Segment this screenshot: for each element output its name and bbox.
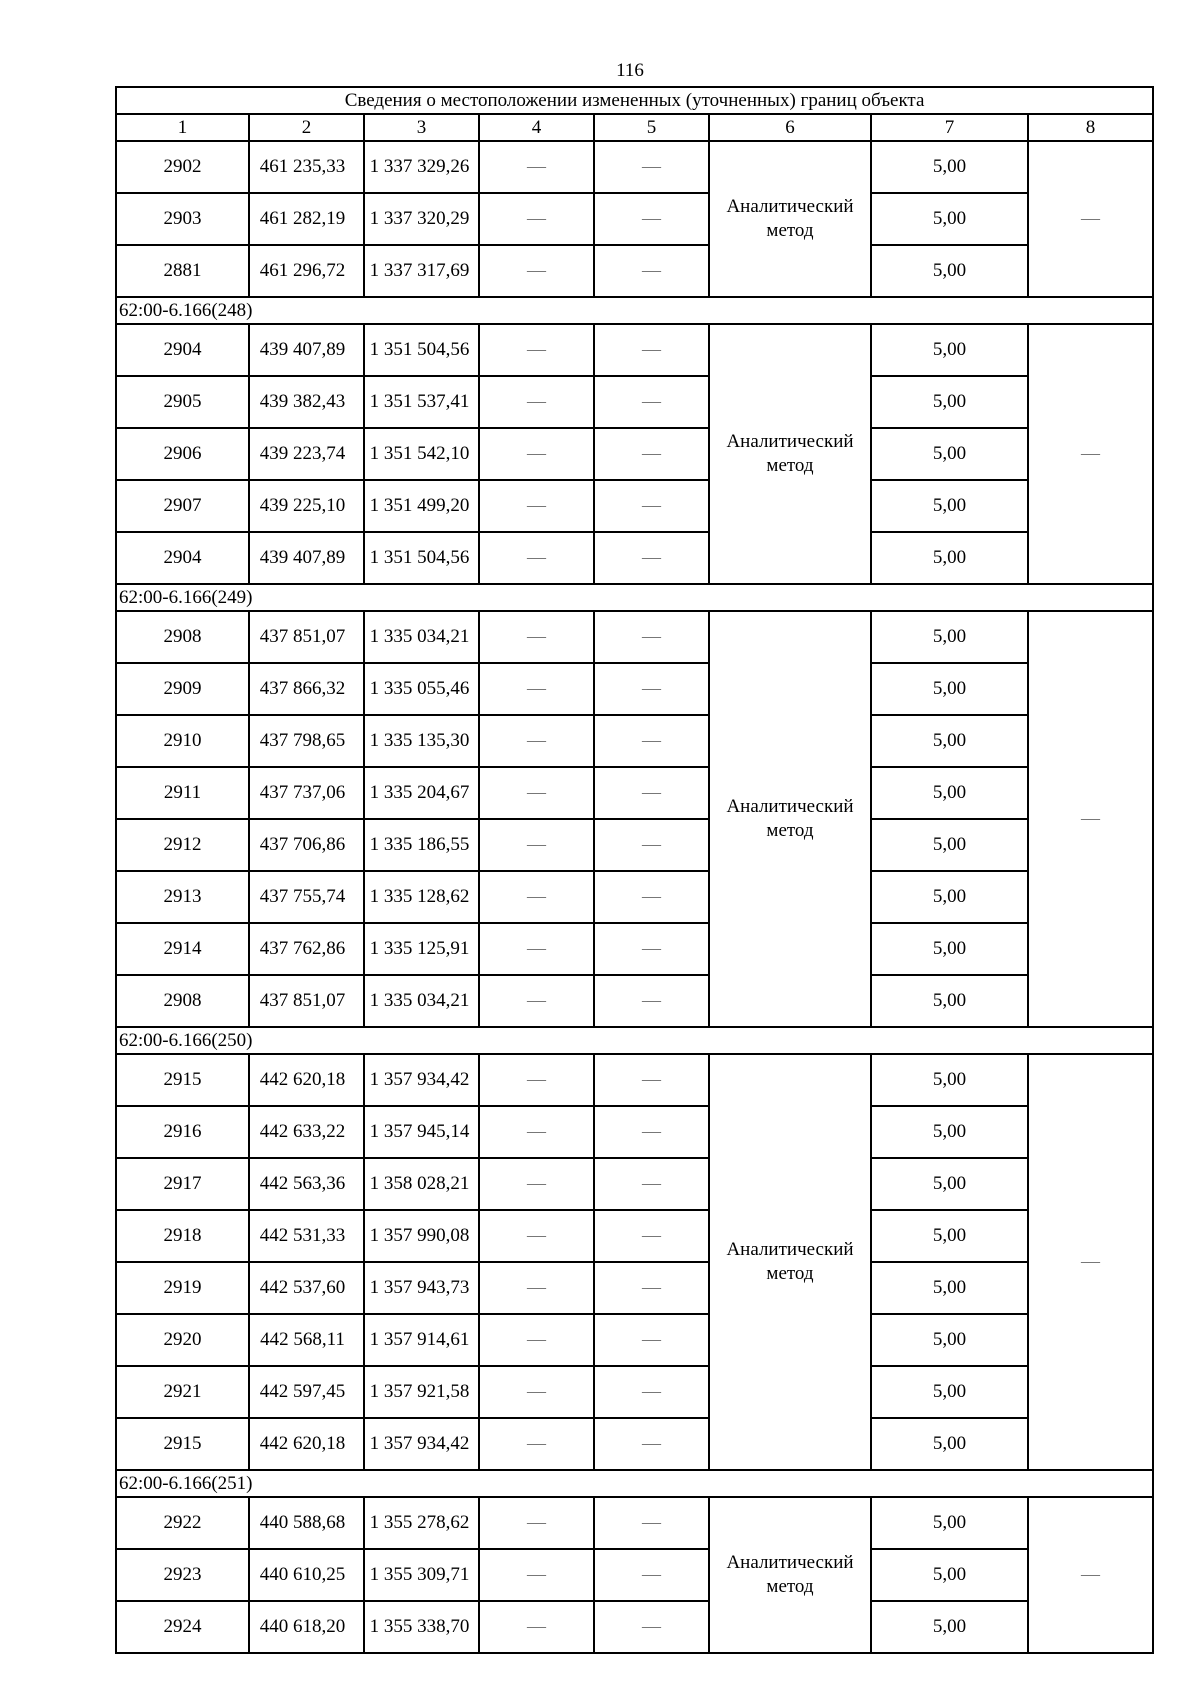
- coordinate-y: 1 357 921,58: [364, 1366, 479, 1418]
- table-row: [116, 1418, 1153, 1470]
- section-header-row: [116, 584, 1153, 611]
- table-row: [116, 611, 1153, 663]
- point-number: 2909: [116, 663, 249, 715]
- empty-mark: —: [594, 1106, 709, 1158]
- point-number: 2912: [116, 819, 249, 871]
- section-header-row: [116, 1027, 1153, 1054]
- table-row: [116, 1366, 1153, 1418]
- accuracy-value: 5,00: [871, 1366, 1028, 1418]
- empty-mark: —: [594, 1601, 709, 1653]
- accuracy-value: 5,00: [871, 663, 1028, 715]
- table-row: [116, 1106, 1153, 1158]
- coordinate-x: 437 755,74: [249, 871, 364, 923]
- column-number: 7: [871, 114, 1028, 141]
- empty-mark: —: [479, 245, 594, 297]
- point-number: 2914: [116, 923, 249, 975]
- empty-mark: —: [479, 819, 594, 871]
- coordinate-x: 437 851,07: [249, 975, 364, 1027]
- coordinate-x: 439 407,89: [249, 324, 364, 376]
- coordinate-x: 440 618,20: [249, 1601, 364, 1653]
- accuracy-value: 5,00: [871, 767, 1028, 819]
- table-row: [116, 480, 1153, 532]
- coordinate-x: 442 620,18: [249, 1418, 364, 1470]
- method-cell: Аналитический метод: [709, 611, 871, 1027]
- empty-mark: —: [594, 1262, 709, 1314]
- point-number: 2913: [116, 871, 249, 923]
- empty-mark: —: [479, 715, 594, 767]
- empty-mark: —: [479, 871, 594, 923]
- table-row: [116, 193, 1153, 245]
- column-number-row: [116, 114, 1153, 141]
- coordinate-y: 1 351 504,56: [364, 532, 479, 584]
- empty-mark: —: [594, 871, 709, 923]
- empty-mark: —: [479, 428, 594, 480]
- table-row: [116, 324, 1153, 376]
- empty-mark: —: [479, 1262, 594, 1314]
- empty-mark: —: [594, 923, 709, 975]
- accuracy-value: 5,00: [871, 1106, 1028, 1158]
- boundary-coordinates-table: [115, 86, 1154, 1654]
- table-title-row: [116, 87, 1153, 114]
- table-row: [116, 1054, 1153, 1106]
- coordinate-y: 1 335 034,21: [364, 975, 479, 1027]
- coordinate-y: 1 335 055,46: [364, 663, 479, 715]
- column-number: 1: [116, 114, 249, 141]
- accuracy-value: 5,00: [871, 1210, 1028, 1262]
- coordinate-y: 1 355 309,71: [364, 1549, 479, 1601]
- table-row: [116, 245, 1153, 297]
- accuracy-value: 5,00: [871, 324, 1028, 376]
- coordinate-y: 1 351 542,10: [364, 428, 479, 480]
- coordinate-y: 1 357 934,42: [364, 1054, 479, 1106]
- method-cell: Аналитический метод: [709, 1497, 871, 1653]
- empty-mark: —: [479, 1158, 594, 1210]
- table-row: [116, 141, 1153, 193]
- empty-mark: —: [479, 1106, 594, 1158]
- page-number: 116: [616, 60, 644, 81]
- empty-mark: —: [1028, 611, 1153, 1027]
- accuracy-value: 5,00: [871, 923, 1028, 975]
- empty-mark: —: [594, 819, 709, 871]
- accuracy-value: 5,00: [871, 1314, 1028, 1366]
- point-number: 2881: [116, 245, 249, 297]
- empty-mark: —: [594, 1314, 709, 1366]
- accuracy-value: 5,00: [871, 1262, 1028, 1314]
- point-number: 2923: [116, 1549, 249, 1601]
- empty-mark: —: [479, 1418, 594, 1470]
- table-row: [116, 428, 1153, 480]
- coordinate-y: 1 337 320,29: [364, 193, 479, 245]
- empty-mark: —: [594, 1210, 709, 1262]
- coordinate-x: 442 568,11: [249, 1314, 364, 1366]
- accuracy-value: 5,00: [871, 1054, 1028, 1106]
- section-header-row: [116, 297, 1153, 324]
- point-number: 2918: [116, 1210, 249, 1262]
- coordinate-x: 439 223,74: [249, 428, 364, 480]
- empty-mark: —: [1028, 141, 1153, 297]
- section-label: 62:00-6.166(249): [116, 584, 1153, 611]
- accuracy-value: 5,00: [871, 141, 1028, 193]
- table-row: [116, 871, 1153, 923]
- empty-mark: —: [479, 1601, 594, 1653]
- point-number: 2924: [116, 1601, 249, 1653]
- empty-mark: —: [479, 611, 594, 663]
- accuracy-value: 5,00: [871, 1549, 1028, 1601]
- coordinate-y: 1 355 278,62: [364, 1497, 479, 1549]
- point-number: 2908: [116, 975, 249, 1027]
- table-row: [116, 1601, 1153, 1653]
- empty-mark: —: [479, 193, 594, 245]
- table-row: [116, 532, 1153, 584]
- coordinate-y: 1 351 504,56: [364, 324, 479, 376]
- empty-mark: —: [594, 1366, 709, 1418]
- accuracy-value: 5,00: [871, 245, 1028, 297]
- section-header-row: [116, 1470, 1153, 1497]
- point-number: 2922: [116, 1497, 249, 1549]
- empty-mark: —: [479, 767, 594, 819]
- table-row: [116, 376, 1153, 428]
- empty-mark: —: [479, 1366, 594, 1418]
- empty-mark: —: [594, 376, 709, 428]
- accuracy-value: 5,00: [871, 532, 1028, 584]
- accuracy-value: 5,00: [871, 1158, 1028, 1210]
- table-row: [116, 1314, 1153, 1366]
- accuracy-value: 5,00: [871, 1418, 1028, 1470]
- empty-mark: —: [479, 324, 594, 376]
- coordinate-x: 437 866,32: [249, 663, 364, 715]
- point-number: 2902: [116, 141, 249, 193]
- column-number: 2: [249, 114, 364, 141]
- empty-mark: —: [594, 245, 709, 297]
- empty-mark: —: [594, 324, 709, 376]
- table-title: Сведения о местоположении измененных (уточненных) границ объекта: [116, 87, 1153, 114]
- point-number: 2907: [116, 480, 249, 532]
- coordinate-y: 1 335 128,62: [364, 871, 479, 923]
- empty-mark: —: [594, 1418, 709, 1470]
- coordinate-y: 1 335 204,67: [364, 767, 479, 819]
- point-number: 2906: [116, 428, 249, 480]
- empty-mark: —: [594, 975, 709, 1027]
- table-row: [116, 975, 1153, 1027]
- point-number: 2908: [116, 611, 249, 663]
- accuracy-value: 5,00: [871, 1497, 1028, 1549]
- point-number: 2911: [116, 767, 249, 819]
- table-row: [116, 663, 1153, 715]
- coordinate-y: 1 357 990,08: [364, 1210, 479, 1262]
- empty-mark: —: [479, 376, 594, 428]
- accuracy-value: 5,00: [871, 819, 1028, 871]
- table-row: [116, 923, 1153, 975]
- empty-mark: —: [594, 532, 709, 584]
- empty-mark: —: [594, 428, 709, 480]
- empty-mark: —: [594, 193, 709, 245]
- point-number: 2905: [116, 376, 249, 428]
- coordinate-x: 437 798,65: [249, 715, 364, 767]
- coordinate-y: 1 335 135,30: [364, 715, 479, 767]
- method-cell: Аналитический метод: [709, 324, 871, 584]
- coordinate-x: 442 633,22: [249, 1106, 364, 1158]
- point-number: 2921: [116, 1366, 249, 1418]
- accuracy-value: 5,00: [871, 376, 1028, 428]
- table-row: [116, 1158, 1153, 1210]
- table-row: [116, 1210, 1153, 1262]
- coordinate-x: 461 282,19: [249, 193, 364, 245]
- column-number: 4: [479, 114, 594, 141]
- column-number: 5: [594, 114, 709, 141]
- empty-mark: —: [594, 1158, 709, 1210]
- coordinate-y: 1 337 329,26: [364, 141, 479, 193]
- point-number: 2903: [116, 193, 249, 245]
- empty-mark: —: [479, 923, 594, 975]
- coordinate-y: 1 337 317,69: [364, 245, 479, 297]
- coordinate-y: 1 355 338,70: [364, 1601, 479, 1653]
- section-label: 62:00-6.166(248): [116, 297, 1153, 324]
- point-number: 2917: [116, 1158, 249, 1210]
- table-row: [116, 1549, 1153, 1601]
- point-number: 2904: [116, 324, 249, 376]
- point-number: 2919: [116, 1262, 249, 1314]
- coordinate-y: 1 357 914,61: [364, 1314, 479, 1366]
- coordinate-x: 442 597,45: [249, 1366, 364, 1418]
- empty-mark: —: [594, 715, 709, 767]
- coordinate-x: 439 225,10: [249, 480, 364, 532]
- empty-mark: —: [479, 1549, 594, 1601]
- accuracy-value: 5,00: [871, 871, 1028, 923]
- empty-mark: —: [594, 480, 709, 532]
- point-number: 2910: [116, 715, 249, 767]
- empty-mark: —: [594, 1054, 709, 1106]
- empty-mark: —: [479, 975, 594, 1027]
- coordinate-y: 1 357 945,14: [364, 1106, 479, 1158]
- coordinate-x: 440 610,25: [249, 1549, 364, 1601]
- coordinate-x: 442 531,33: [249, 1210, 364, 1262]
- coordinate-y: 1 358 028,21: [364, 1158, 479, 1210]
- method-cell: Аналитический метод: [709, 141, 871, 297]
- coordinate-y: 1 357 943,73: [364, 1262, 479, 1314]
- empty-mark: —: [1028, 1497, 1153, 1653]
- accuracy-value: 5,00: [871, 611, 1028, 663]
- coordinate-y: 1 335 186,55: [364, 819, 479, 871]
- point-number: 2915: [116, 1054, 249, 1106]
- empty-mark: —: [594, 611, 709, 663]
- section-label: 62:00-6.166(250): [116, 1027, 1153, 1054]
- empty-mark: —: [479, 1054, 594, 1106]
- coordinate-x: 442 620,18: [249, 1054, 364, 1106]
- table-row: [116, 767, 1153, 819]
- coordinate-y: 1 335 125,91: [364, 923, 479, 975]
- method-cell: Аналитический метод: [709, 1054, 871, 1470]
- section-label: 62:00-6.166(251): [116, 1470, 1153, 1497]
- empty-mark: —: [594, 663, 709, 715]
- table-row: [116, 819, 1153, 871]
- coordinate-y: 1 351 499,20: [364, 480, 479, 532]
- accuracy-value: 5,00: [871, 715, 1028, 767]
- empty-mark: —: [479, 141, 594, 193]
- coordinate-x: 442 563,36: [249, 1158, 364, 1210]
- table-row: [116, 1497, 1153, 1549]
- column-number: 6: [709, 114, 871, 141]
- table-row: [116, 715, 1153, 767]
- coordinate-x: 440 588,68: [249, 1497, 364, 1549]
- empty-mark: —: [1028, 1054, 1153, 1470]
- empty-mark: —: [479, 1210, 594, 1262]
- table-row: [116, 1262, 1153, 1314]
- accuracy-value: 5,00: [871, 1601, 1028, 1653]
- coordinate-x: 439 407,89: [249, 532, 364, 584]
- point-number: 2904: [116, 532, 249, 584]
- empty-mark: —: [479, 1314, 594, 1366]
- coordinate-x: 461 296,72: [249, 245, 364, 297]
- empty-mark: —: [594, 767, 709, 819]
- accuracy-value: 5,00: [871, 975, 1028, 1027]
- coordinate-x: 439 382,43: [249, 376, 364, 428]
- point-number: 2916: [116, 1106, 249, 1158]
- empty-mark: —: [479, 532, 594, 584]
- empty-mark: —: [594, 1549, 709, 1601]
- coordinate-x: 461 235,33: [249, 141, 364, 193]
- empty-mark: —: [594, 1497, 709, 1549]
- coordinate-x: 437 737,06: [249, 767, 364, 819]
- coordinate-y: 1 335 034,21: [364, 611, 479, 663]
- empty-mark: —: [594, 141, 709, 193]
- coordinate-y: 1 351 537,41: [364, 376, 479, 428]
- coordinate-x: 437 851,07: [249, 611, 364, 663]
- coordinate-x: 442 537,60: [249, 1262, 364, 1314]
- point-number: 2920: [116, 1314, 249, 1366]
- coordinate-y: 1 357 934,42: [364, 1418, 479, 1470]
- empty-mark: —: [479, 663, 594, 715]
- point-number: 2915: [116, 1418, 249, 1470]
- coordinate-x: 437 706,86: [249, 819, 364, 871]
- coordinate-x: 437 762,86: [249, 923, 364, 975]
- accuracy-value: 5,00: [871, 480, 1028, 532]
- empty-mark: —: [1028, 324, 1153, 584]
- empty-mark: —: [479, 480, 594, 532]
- accuracy-value: 5,00: [871, 193, 1028, 245]
- column-number: 8: [1028, 114, 1153, 141]
- column-number: 3: [364, 114, 479, 141]
- empty-mark: —: [479, 1497, 594, 1549]
- accuracy-value: 5,00: [871, 428, 1028, 480]
